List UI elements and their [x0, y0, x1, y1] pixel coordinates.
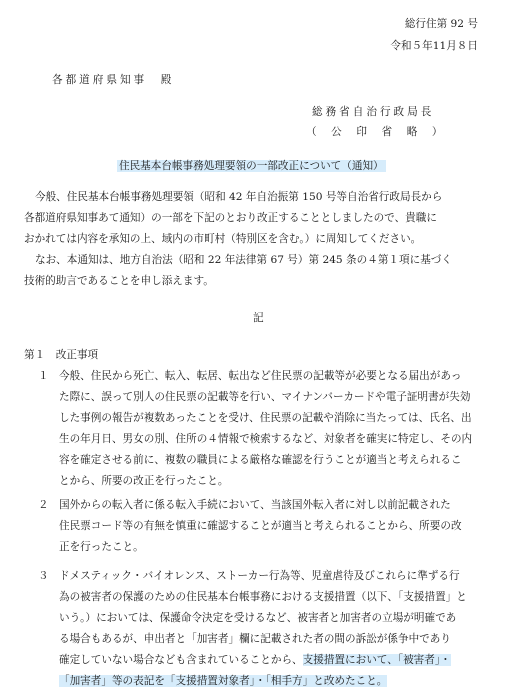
- item-3-text: 確定していない場合なども含まれていることから、: [59, 654, 303, 666]
- item-2-line: 住民票コード等の有無を慎重に確認することが適当と考えられることから、所要の改: [59, 520, 462, 532]
- ki-marker: 記: [253, 312, 264, 324]
- subject-title: [117, 158, 386, 173]
- seal-omitted-note: （ 公 印 省 略 ）: [306, 126, 445, 138]
- subject-title-text: 住民基本台帳事務処理要領の一部改正について（通知）: [119, 160, 384, 172]
- item-3-line: [59, 671, 467, 692]
- item-3-line: 為の被害者の保護のための住民基本台帳事務における支援措置（以下、「支援措置」と: [59, 591, 467, 603]
- item-2-line: 国外からの転入者に係る転入手続において、当該国外転入者に対し以前記載された: [59, 499, 451, 511]
- intro-paragraph: [24, 187, 452, 292]
- intro-line: なお、本通知は、地方自治法（昭和 22 年法律第 67 号）第 245 条の４第１項に基づく: [35, 254, 452, 266]
- item-2-line: 正を行ったこと。: [59, 541, 144, 553]
- item-3-line: [59, 650, 467, 671]
- item-1-line: とから、所要の改正を行ったこと。: [59, 475, 229, 487]
- item-number: ２: [38, 499, 49, 511]
- item-3-line: ドメスティック・バイオレンス、ストーカー行為等、児童虐待及びこれらに準ずる行: [59, 570, 460, 582]
- item-3-paragraph: [59, 566, 467, 692]
- document-number: 総行住第 92 号: [404, 18, 478, 30]
- intro-line: 技術的助言であることを申し添えます。: [24, 275, 214, 287]
- section-heading: 第１ 改正事項: [24, 349, 99, 361]
- item-1-line: た際に、誤って別人の住民票の記載等を行い、マイナンバーカードや電子証明書が失効: [59, 391, 471, 403]
- item-3-line: る場合もあるが、申出者と「加害者」欄に記載された者の間の訴訟が係争中であり: [59, 633, 451, 645]
- highlighted-text: 「加害者」等の表記を「支援措置対象者」・「相手方」と改めたこと。: [59, 675, 388, 687]
- item-number: ３: [38, 570, 49, 582]
- item-3-line: いう。）においては、保護命令決定を受けるなど、被害者と加害者の立場が明確であ: [59, 612, 457, 624]
- item-1-line: 容を確定させる前に、複数の職員による厳格な確認を行うことが適当と考えられるこ: [59, 454, 462, 466]
- sender-title: 総務省自治行政局長: [312, 106, 435, 118]
- intro-line: おかれては内容を承知の上、域内の市町村（特別区を含む。）に周知してください。: [24, 233, 422, 245]
- addressee: 各都道府県知事 殿: [52, 74, 175, 86]
- item-1-line: 今般、住民から死亡、転入、転居、転出など住民票の記載等が必要となる届出があっ: [59, 370, 462, 382]
- item-2-paragraph: [59, 495, 462, 558]
- document-date: 令和５年11月８日: [390, 40, 478, 52]
- item-1-line: した事例の報告が複数あったことを受け、住民票の記載や消除に当たっては、氏名、出: [59, 412, 472, 424]
- highlighted-text: 支援措置において、「被害者」・: [302, 654, 451, 666]
- item-1-line: 生の年月日、男女の別、住所の４情報で検索するなど、対象者を確実に特定し、その内: [59, 433, 473, 445]
- intro-line: 今般、住民基本台帳事務処理要領（昭和 42 年自治振第 150 号等自治省行政局長から: [35, 191, 443, 203]
- item-1-paragraph: [59, 366, 472, 492]
- item-number: １: [38, 370, 49, 382]
- intro-line: 各都道府県知事あて通知）の一部を下記のとおり改正することとしましたので、貴職に: [24, 212, 437, 224]
